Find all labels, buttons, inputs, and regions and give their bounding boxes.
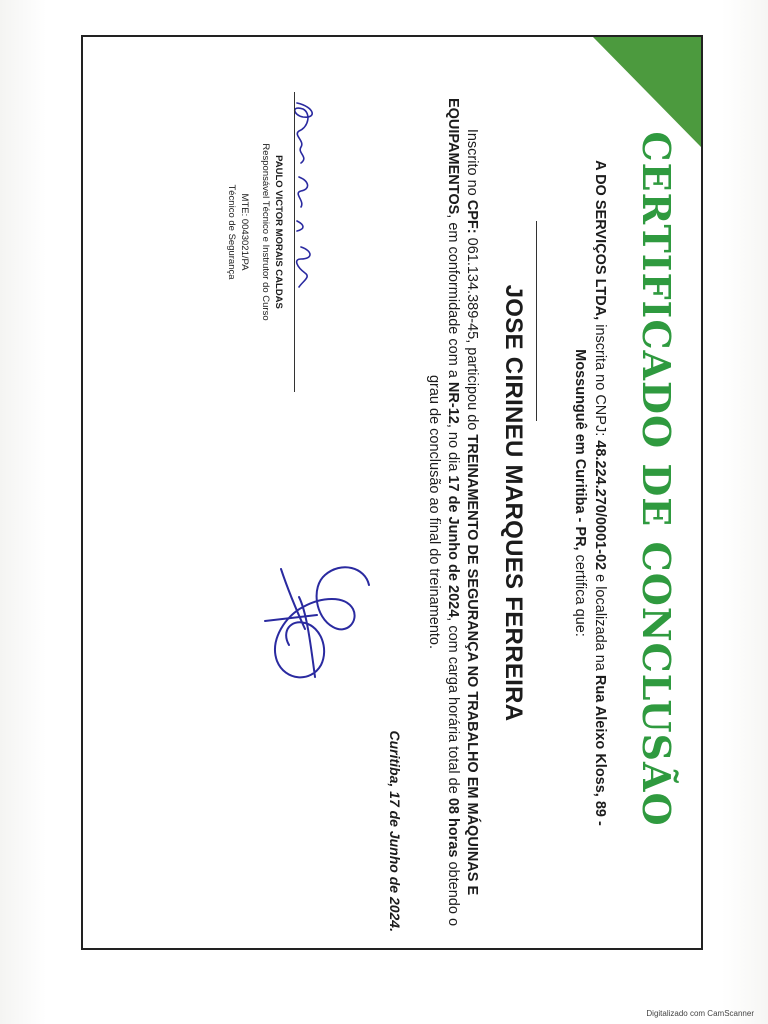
company-address: Rua Aleixo Kloss, 89 - Mossunguê em Curitiba - PR, — [572, 349, 608, 826]
instructor-signature — [283, 97, 323, 307]
signer-block — [225, 92, 285, 372]
signer-title: Técnico de Segurança — [226, 184, 237, 280]
certificate-frame — [81, 35, 703, 950]
participated-text: , participou do — [464, 339, 480, 435]
training-date: 17 de Junho de 2024 — [445, 475, 461, 618]
signature-line — [294, 92, 295, 392]
participant-signature — [262, 557, 377, 697]
cpf-value: 061.134.389-45 — [464, 233, 480, 340]
signer-name: PAULO VICTOR MORAIS CALDAS — [273, 155, 284, 309]
conformity-text: , em conformidade com a — [445, 214, 461, 382]
certificate-title: CERTIFICADO DE CONCLUSÃO — [634, 131, 679, 827]
signer-role: Responsável Técnico e Instrutor do Curso — [260, 143, 271, 321]
address-prefix: e localizada na — [592, 570, 608, 675]
cnpj-value: 48.224.270/0001-02 — [592, 440, 608, 571]
closing-text: obtendo o grau de conclusão ao final do treinamento. — [426, 374, 461, 927]
norm-reference: NR-12 — [445, 381, 461, 424]
cnpj-label: inscrita no CNPJ: — [592, 320, 608, 441]
training-hours: 08 horas — [445, 797, 461, 858]
issuer-statement — [570, 123, 610, 863]
cpf-label: CPF: — [464, 199, 480, 234]
certificate-content — [83, 37, 703, 950]
intro-text: Inscrito no — [464, 128, 480, 200]
workload-text: , com carga horária total de — [445, 617, 461, 798]
on-day-text: , no dia — [445, 423, 461, 476]
training-name: TREINAMENTO DE SEGURANÇA NO TRABALHO EM MÁQUINAS E EQUIPAMENTOS — [445, 97, 480, 896]
company-name: A DO SERVIÇOS LTDA, — [592, 160, 608, 321]
certifies-text: certifica que: — [572, 550, 588, 637]
place-date: Curitiba, 17 de Junho de 2024. — [387, 730, 403, 932]
participant-name: JOSE CIRINEU MARQUES FERREIRA — [500, 284, 527, 722]
scanner-watermark: Digitalizado com CamScanner — [646, 1009, 754, 1018]
signer-registration: MTE: 0043021/PA — [239, 193, 250, 271]
name-divider — [536, 221, 537, 421]
certificate-body — [424, 92, 481, 932]
